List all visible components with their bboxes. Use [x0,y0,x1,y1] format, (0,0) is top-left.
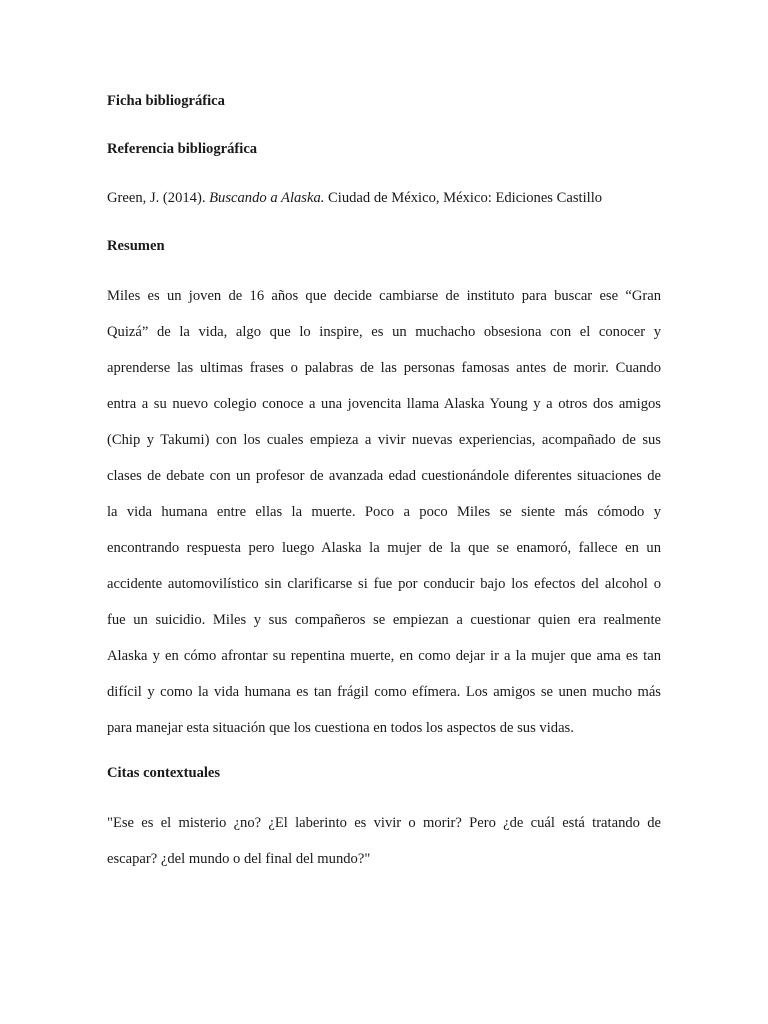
heading-referencia-bibliografica: Referencia bibliográfica [107,141,258,157]
reference-book-title: Buscando a Alaska. [209,190,325,206]
resumen-line: accidente automovilístico sin clarificarse si fue por conducir bajo los efectos del alcohol o [107,576,661,592]
resumen-line: clases de debate con un profesor de avanzada edad cuestionándole diferentes situaciones de [107,468,661,484]
reference-publisher: Ciudad de México, México: Ediciones Castillo [324,190,603,206]
resumen-line: la vida humana entre ellas la muerte. Poco a poco Miles se siente más cómodo y [107,504,661,520]
heading-resumen: Resumen [107,238,165,254]
resumen-line: fue un suicidio. Miles y sus compañeros se empiezan a cuestionar quien era realmente [107,612,661,628]
resumen-line: para manejar esta situación que los cuestiona en todos los aspectos de sus vidas. [107,720,574,736]
resumen-line: entra a su nuevo colegio conoce a una jovencita llama Alaska Young y a otros dos amigos [107,396,661,412]
cita-line: "Ese es el misterio ¿no? ¿El laberinto es vivir o morir? Pero ¿de cuál está tratando de [107,815,661,831]
heading-citas-contextuales: Citas contextuales [107,765,221,781]
cita-paragraph [107,805,661,877]
bibliographic-reference [107,188,602,208]
resumen-paragraph [107,278,661,746]
resumen-line: aprenderse las ultimas frases o palabras de las personas famosas antes de morir. Cuando [107,360,661,376]
cita-line: escapar? ¿del mundo o del final del mundo?" [107,851,371,867]
resumen-line: Quizá” de la vida, algo que lo inspire, es un muchacho obsesiona con el conocer y [107,324,661,340]
resumen-line: (Chip y Takumi) con los cuales empieza a vivir nuevas experiencias, acompañado de sus [107,432,661,448]
reference-author-year: Green, J. (2014). [107,190,210,206]
resumen-line: Miles es un joven de 16 años que decide cambiarse de instituto para buscar ese “Gran [107,288,661,304]
title-ficha-bibliografica: Ficha bibliográfica [107,93,225,109]
document-page [107,0,661,1024]
resumen-line: Alaska y en cómo afrontar su repentina muerte, en como dejar ir a la mujer que ama es tan [107,648,661,664]
resumen-line: difícil y como la vida humana es tan frágil como efímera. Los amigos se unen mucho más [107,684,661,700]
resumen-line: encontrando respuesta pero luego Alaska la mujer de la que se enamoró, fallece en un [107,540,661,556]
